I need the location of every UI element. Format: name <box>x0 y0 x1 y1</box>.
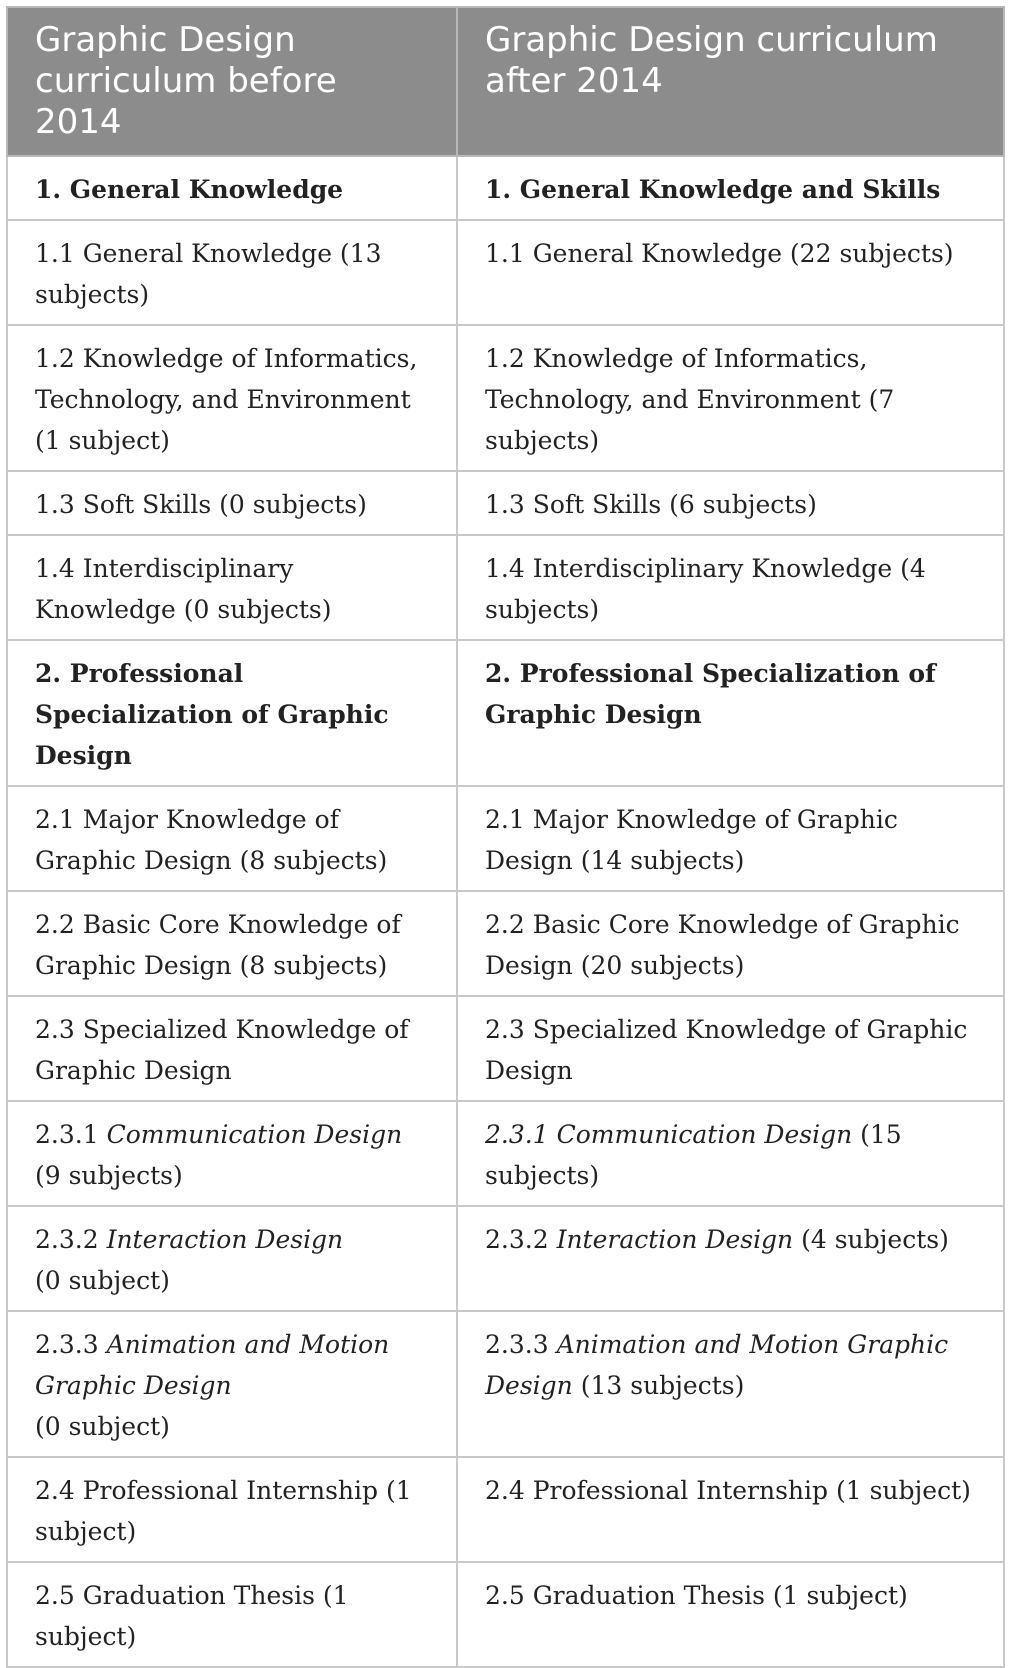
before-cell: 1. General Knowledge <box>7 156 457 220</box>
header-before-2014: Graphic Design curriculum before 2014 <box>7 7 457 156</box>
before-cell: 1.2 Knowledge of Informatics, Technology, and Environment (1 subject) <box>7 325 457 471</box>
item-title: Animation and Motion Graphic Design <box>485 1330 949 1400</box>
table-row <box>7 325 1004 471</box>
before-cell: 1.4 Interdisciplinary Knowledge (0 subjects) <box>7 535 457 640</box>
item-title: Communication Design <box>556 1120 853 1149</box>
table-header-row <box>7 7 1004 156</box>
before-cell <box>7 1101 457 1206</box>
curriculum-comparison-table-container <box>6 6 1003 1668</box>
item-count: (0 subject) <box>35 1412 170 1441</box>
table-row <box>7 471 1004 535</box>
item-count: (9 subjects) <box>35 1161 183 1190</box>
item-number: 2.3.3 <box>485 1330 549 1359</box>
item-count: (15 subjects) <box>485 1120 902 1190</box>
item-count: (0 subject) <box>35 1266 170 1295</box>
table-row <box>7 1311 1004 1457</box>
item-number: 2.3.2 <box>485 1225 549 1254</box>
table-row <box>7 891 1004 996</box>
after-cell: 2.4 Professional Internship (1 subject) <box>457 1457 1004 1562</box>
item-title: Interaction Design <box>106 1225 344 1254</box>
item-title: Interaction Design <box>556 1225 794 1254</box>
before-cell: 2.1 Major Knowledge of Graphic Design (8 subjects) <box>7 786 457 891</box>
item-number: 2.3.1 <box>35 1120 99 1149</box>
before-cell <box>7 1206 457 1311</box>
item-number: 2.3.1 <box>485 1120 549 1149</box>
before-cell: 2.4 Professional Internship (1 subject) <box>7 1457 457 1562</box>
table-row <box>7 1206 1004 1311</box>
after-cell: 1. General Knowledge and Skills <box>457 156 1004 220</box>
after-cell: 2.1 Major Knowledge of Graphic Design (14 subjects) <box>457 786 1004 891</box>
after-cell: 2.2 Basic Core Knowledge of Graphic Design (20 subjects) <box>457 891 1004 996</box>
item-count: (4 subjects) <box>801 1225 949 1254</box>
after-cell: 2.5 Graduation Thesis (1 subject) <box>457 1562 1004 1667</box>
table-row <box>7 640 1004 786</box>
after-cell <box>457 1206 1004 1311</box>
item-title: Animation and Motion Graphic Design <box>35 1330 390 1400</box>
table-row <box>7 535 1004 640</box>
table-row <box>7 996 1004 1101</box>
curriculum-comparison-table <box>6 6 1005 1668</box>
table-row <box>7 156 1004 220</box>
table-row <box>7 1101 1004 1206</box>
table-row <box>7 220 1004 325</box>
table-row <box>7 786 1004 891</box>
before-cell: 2.5 Graduation Thesis (1 subject) <box>7 1562 457 1667</box>
before-cell <box>7 1311 457 1457</box>
after-cell: 1.3 Soft Skills (6 subjects) <box>457 471 1004 535</box>
header-after-2014: Graphic Design curriculum after 2014 <box>457 7 1004 156</box>
item-title: Communication Design <box>106 1120 403 1149</box>
after-cell: 1.4 Interdisciplinary Knowledge (4 subjects) <box>457 535 1004 640</box>
after-cell: 1.1 General Knowledge (22 subjects) <box>457 220 1004 325</box>
before-cell: 1.3 Soft Skills (0 subjects) <box>7 471 457 535</box>
table-row <box>7 1457 1004 1562</box>
before-cell: 2.2 Basic Core Knowledge of Graphic Design (8 subjects) <box>7 891 457 996</box>
item-number: 2.3.3 <box>35 1330 99 1359</box>
table-row <box>7 1562 1004 1667</box>
after-cell: 2. Professional Specialization of Graphic Design <box>457 640 1004 786</box>
item-number: 2.3.2 <box>35 1225 99 1254</box>
after-cell <box>457 1311 1004 1457</box>
after-cell: 1.2 Knowledge of Informatics, Technology, and Environment (7 subjects) <box>457 325 1004 471</box>
before-cell: 1.1 General Knowledge (13 subjects) <box>7 220 457 325</box>
after-cell: 2.3 Specialized Knowledge of Graphic Design <box>457 996 1004 1101</box>
after-cell <box>457 1101 1004 1206</box>
before-cell: 2.3 Specialized Knowledge of Graphic Design <box>7 996 457 1101</box>
before-cell: 2. Professional Specialization of Graphic Design <box>7 640 457 786</box>
item-count: (13 subjects) <box>580 1371 745 1400</box>
